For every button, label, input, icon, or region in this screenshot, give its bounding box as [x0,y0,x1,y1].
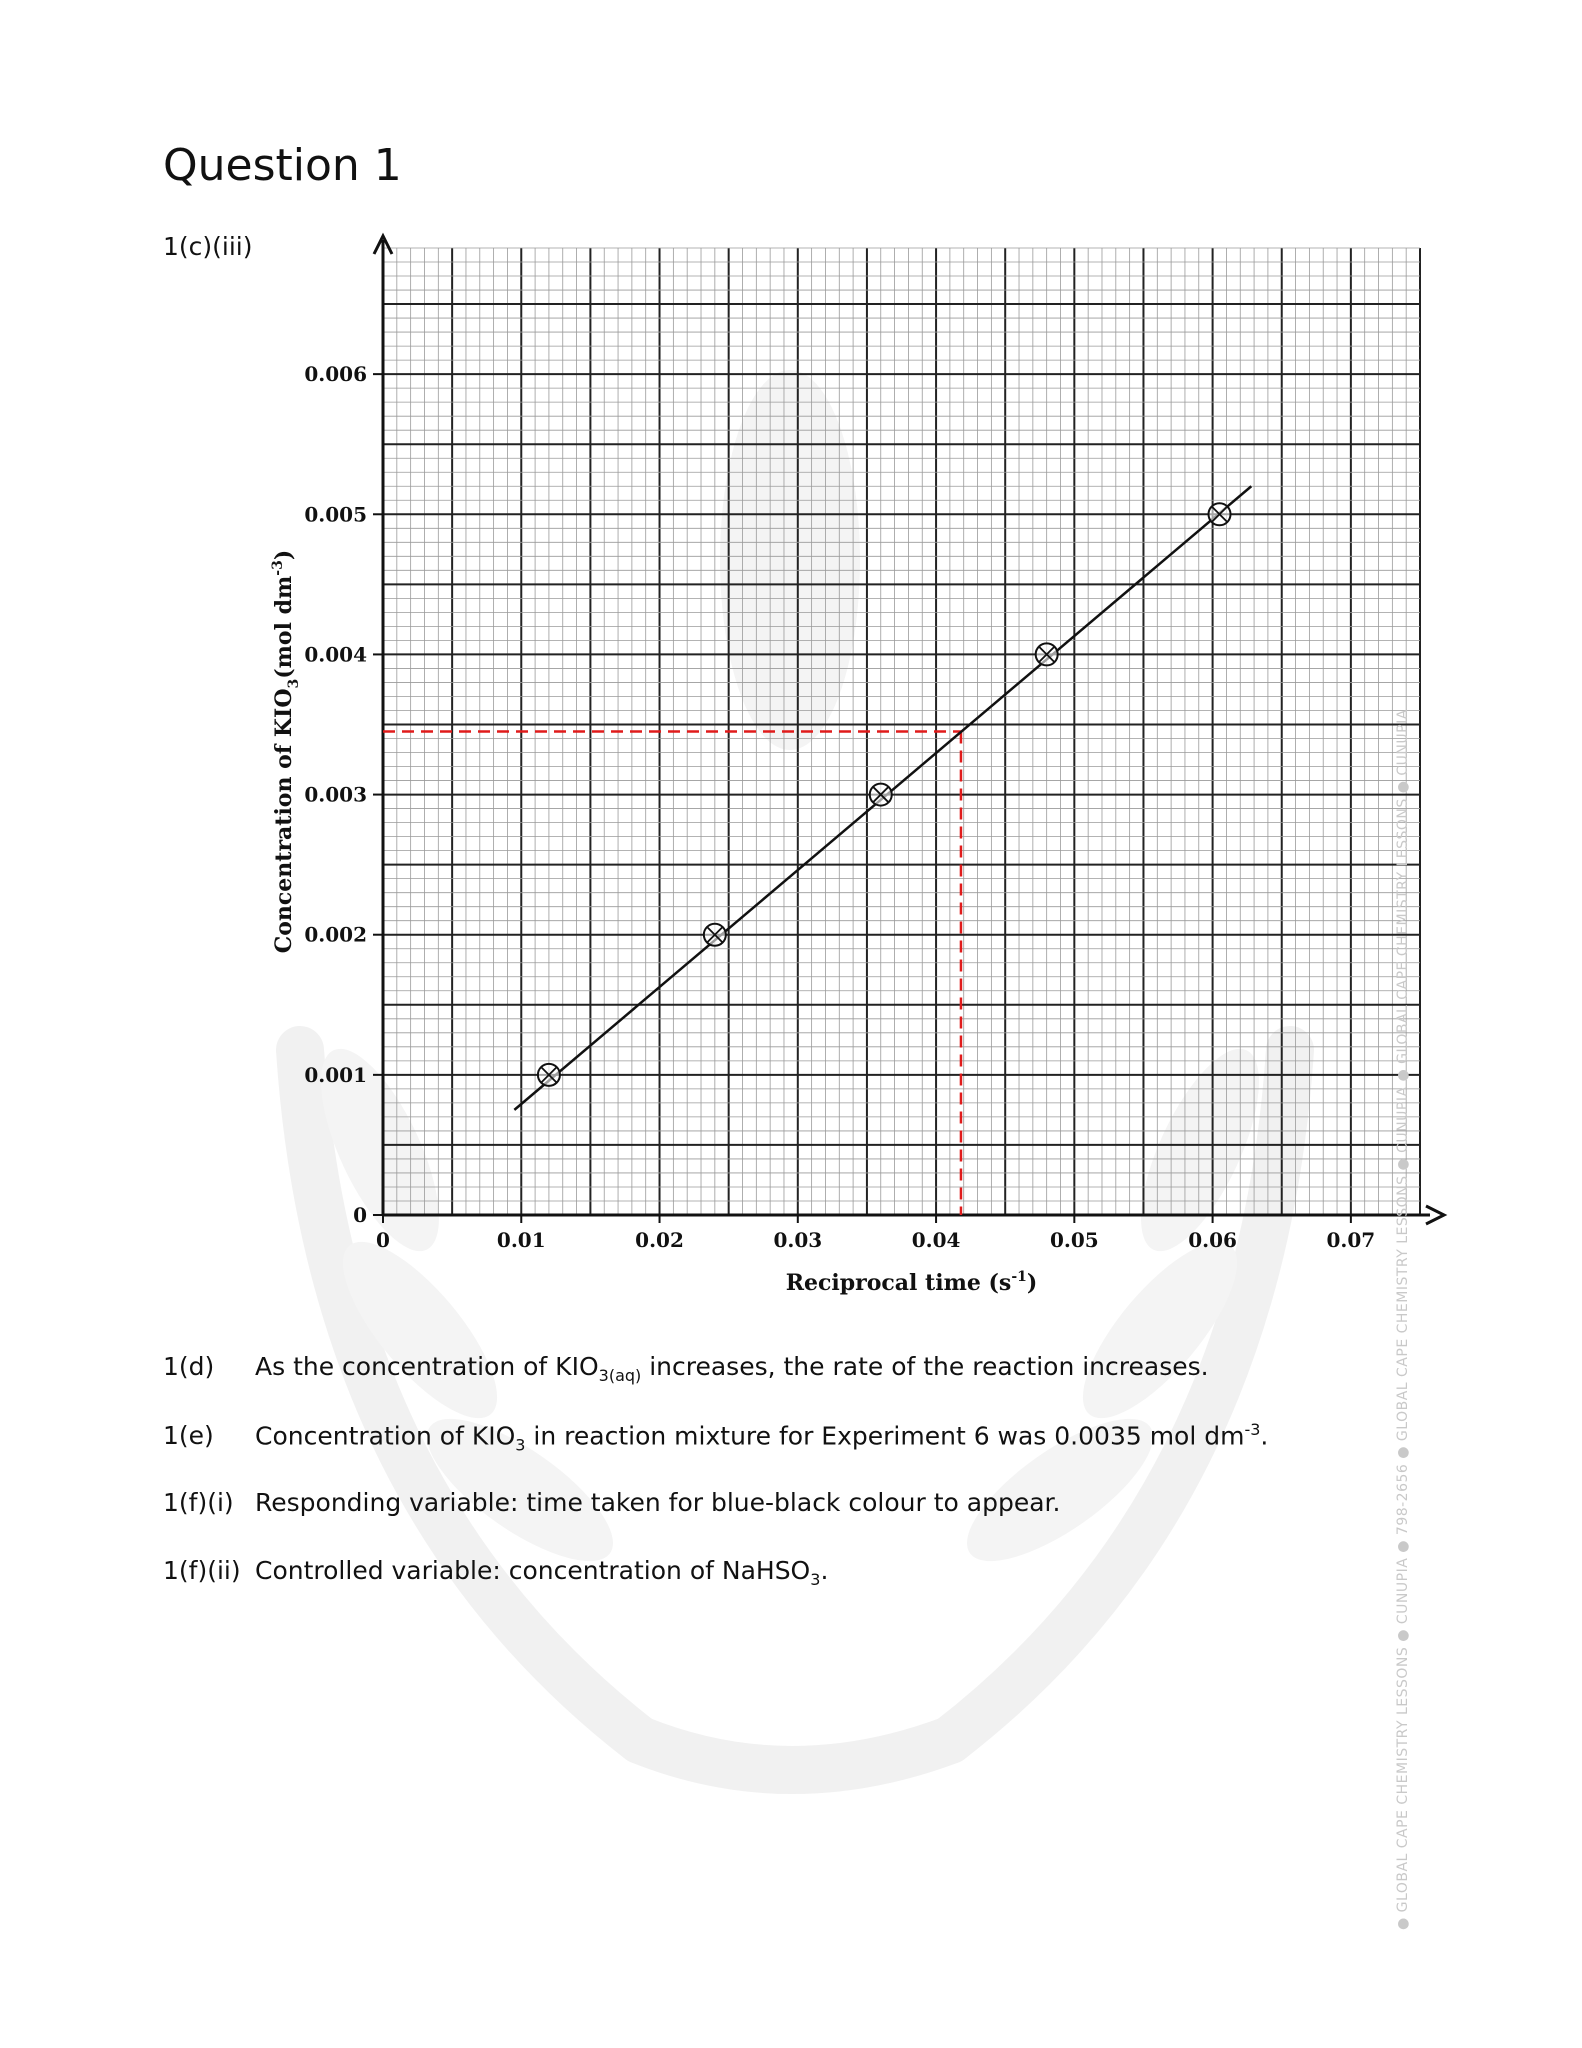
x-tick-label: 0.02 [635,1228,684,1252]
y-tick-label: 0 [353,1203,367,1227]
answer-text-end: . [1260,1421,1269,1451]
answer-1fii [163,1556,828,1589]
question-title: Question 1 [163,140,402,191]
x-tick-label: 0.05 [1049,1228,1099,1252]
y-tick-label: 0.004 [304,642,367,667]
y-tick-label: 0.002 [304,922,367,947]
answer-text: Concentration of KIO [255,1421,516,1451]
answer-subscript: 3 [515,1435,526,1455]
part-label: 1(c)(iii) [163,232,253,261]
y-tick-label: 0.001 [304,1062,367,1087]
answer-label: 1(f)(ii) [163,1556,241,1585]
answer-text-end: increases, the rate of the reaction increases. [641,1352,1209,1381]
answer-superscript: -3 [1244,1420,1261,1439]
answer-1d [163,1352,1209,1385]
answer-label: 1(e) [163,1421,214,1451]
x-tick-label: 0.04 [911,1228,961,1252]
answer-label: 1(d) [163,1352,215,1381]
answer-1fi [163,1488,1060,1517]
answer-label: 1(f)(i) [163,1488,234,1517]
x-tick-label: 0.06 [1188,1228,1237,1252]
answer-text: As the concentration of KIO [255,1352,599,1381]
answer-text-end: . [820,1556,829,1585]
y-tick-label: 0.006 [304,362,367,387]
x-tick-label: 0.03 [773,1228,823,1252]
x-axis-label: Reciprocal time $(s^{-1})$ [785,1269,1038,1296]
answer-subscript: 3 [810,1570,821,1589]
answer-1e [163,1420,1268,1454]
x-tick-label: 0.01 [496,1228,546,1252]
answer-text-mid: in reaction mixture for Experiment 6 was 0.0035 mol dm [525,1421,1245,1451]
answer-text: Responding variable: time taken for blue-black colour to appear. [255,1488,1061,1517]
answer-text: Controlled variable: concentration of NaHSO [255,1556,811,1585]
x-tick-label: 0 [376,1228,390,1252]
x-tick-label: 0.07 [1326,1228,1376,1252]
answer-subscript: 3(aq) [598,1366,642,1385]
side-watermark-text: ● GLOBAL CAPE CHEMISTRY LESSONS ● CUNUPIA ● 798-2656 ● GLOBAL CAPE CHEMISTRY LESSONS ● CUNUPIA ● GLOBAL CAPE CHEMISTRY LESSONS ● CUNUPIA [1395,709,1411,1930]
y-tick-label: 0.005 [304,502,367,527]
y-axis-label: Concentration of $KIO_3(mol$ $dm^{-3}$) [270,549,302,954]
y-tick-label: 0.003 [304,782,367,807]
